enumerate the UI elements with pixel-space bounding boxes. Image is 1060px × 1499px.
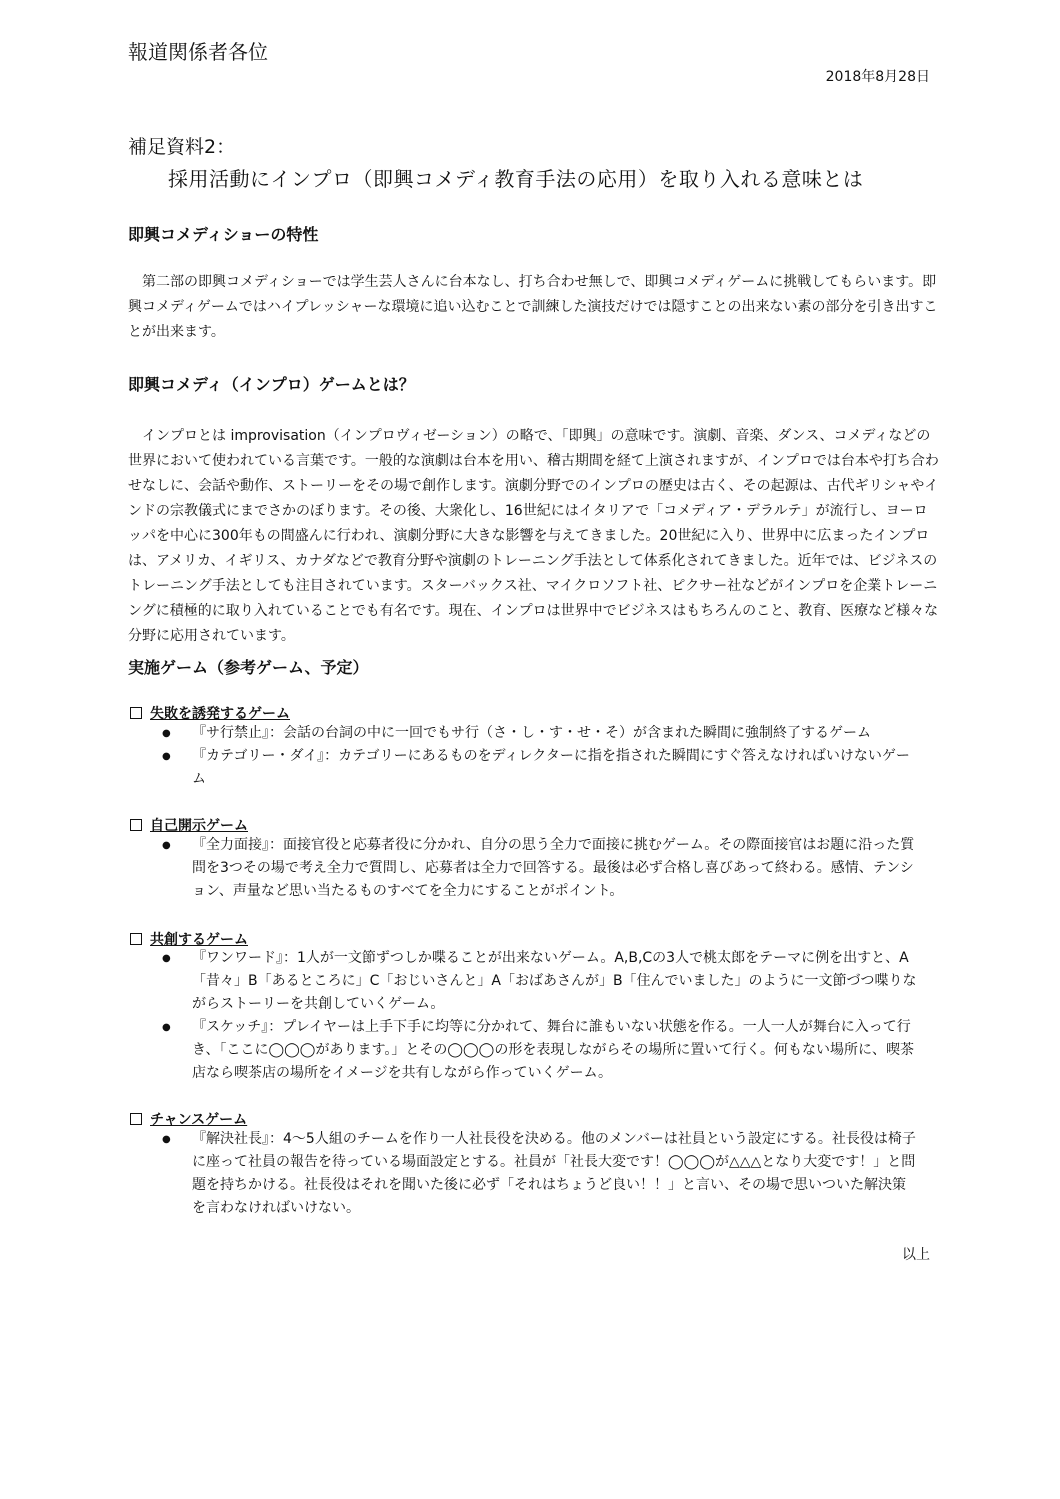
section-body-show: 第二部の即興コメディショーでは学生芸人さんに台本なし、打ち合わせ無しで、即興コメディゲームに挑戦してもらいます。即興コメディゲームではハイプレッシャーな環境に追い込むことで訓練した演技だけでは隠すことの出来ない素の部分を引き出すことが出来ます。	[128, 274, 938, 340]
supplement-label: 補足資料2：	[128, 136, 236, 158]
document-date: 2018年8月28日	[825, 69, 930, 85]
checkbox-square-icon	[130, 819, 142, 831]
bullet-icon: ●	[162, 728, 171, 739]
game-item: ● 『カテゴリー・ダイ』：カテゴリーにあるものをディレクターに指を指された瞬間にすぐ答えなければいけないゲーム	[158, 745, 918, 791]
game-item: ● 『サ行禁止』：会話の台詞の中に一回でもサ行（さ・し・す・せ・そ）が含まれた瞬間に強制終了するゲーム	[158, 722, 918, 745]
section-heading-show: 即興コメディショーの特性	[128, 225, 319, 244]
checkbox-square-icon	[130, 1113, 142, 1125]
game-item: ● 『スケッチ』：プレイヤーは上手下手に均等に分かれて、舞台に誰もいない状態を作る。一人一人が舞台に入って行き、「ここに◯◯◯があります。」とその◯◯◯の形を表現しながらその場所に置いて行く。何もない場所に、喫茶店なら喫茶店の場所をイメージを共有しながら作っていくゲーム。	[158, 1016, 918, 1085]
game-item: ● 『解決社長』：4〜5人組のチームを作り一人社長役を決める。他のメンバーは社員という設定にする。社長役は椅子に座って社員の報告を待っている場面設定とする。社員が「社長大変です！◯◯◯が△△△となり大変です！」と問題を持ちかける。社長役はそれを聞いた後に必ず「それはちょうど良い！！」と言い、その場で思いついた解決策を言わなければいけない。	[158, 1128, 918, 1220]
section-body-impro: インプロとは improvisation（インプロヴィゼーション）の略で、「即興」の意味です。演劇、音楽、ダンス、コメディなどの世界において使われている言葉です。一般的な演劇は台本を用い、稽古期間を経て上演されますが、インプロでは台本や打ち合わせなしに、会話や動作、ストーリーをその場で創作します。演劇分野でのインプロの歴史は古く、その起源は、古代ギリシャやインドの宗教儀式にまでさかのぼります。その後、大衆化し、16世紀にはイタリアで「コメディア・デラルテ」が流行し、ヨーロッパを中心に300年もの間盛んに行われ、演劇分野に大きな影響を与えてきました。20世紀に入り、世界中に広まったインプロは、アメリカ、イギリス、カナダなどで教育分野や演劇のトレーニング手法として体系化されてきました。近年では、ビジネスのトレーニング手法としても注目されています。スターバックス社、マイクロソフト社、ピクサー社などがインプロを企業トレーニングに積極的に取り入れていることでも有名です。現在、インプロは世界中でビジネスはもちろんのこと、教育、医療など様々な分野に応用されています。	[128, 428, 939, 644]
checkbox-square-icon	[130, 933, 142, 945]
checkbox-square-icon	[130, 707, 142, 719]
game-group-title: チャンスゲーム	[130, 1109, 247, 1129]
game-group-title: 共創するゲーム	[130, 929, 248, 949]
section-heading-impro: 即興コメディ（インプロ）ゲームとは？	[128, 375, 415, 394]
addressee: 報道関係者各位	[128, 40, 268, 64]
game-group-title: 失敗を誘発するゲーム	[130, 703, 290, 723]
game-list	[158, 947, 918, 1085]
game-item: ● 『全力面接』：面接官役と応募者役に分かれ、自分の思う全力で面接に挑むゲーム。その際面接官はお題に沿った質問を3つその場で考え全力で質問し、応募者は全力で回答する。最後は必ず合格し喜びあって終わる。感情、テンション、声量など思い当たるものすべてを全力にすることがポイント。	[158, 834, 918, 903]
game-item: ● 『ワンワード』：1人が一文節ずつしか喋ることが出来ないゲーム。A,B,Cの3人で桃太郎をテーマに例を出すと、A「昔々」B「あるところに」C「おじいさんと」A「おばあさんが」B「住んでいました」のように一文節づつ喋りながらストーリーを共創していくゲーム。	[158, 947, 918, 1016]
bullet-icon: ●	[162, 751, 171, 762]
closing-mark: 以上	[902, 1247, 930, 1263]
game-list	[158, 834, 918, 903]
section-heading-games: 実施ゲーム（参考ゲーム、予定）	[128, 658, 369, 677]
bullet-icon: ●	[162, 840, 171, 851]
page-title: 採用活動にインプロ（即興コメディ教育手法の応用）を取り入れる意味とは	[168, 167, 864, 191]
bullet-icon: ●	[162, 1134, 171, 1145]
game-group-title: 自己開示ゲーム	[130, 815, 248, 835]
bullet-icon: ●	[162, 1022, 171, 1033]
bullet-icon: ●	[162, 953, 171, 964]
game-list	[158, 1128, 918, 1220]
game-list	[158, 722, 918, 791]
